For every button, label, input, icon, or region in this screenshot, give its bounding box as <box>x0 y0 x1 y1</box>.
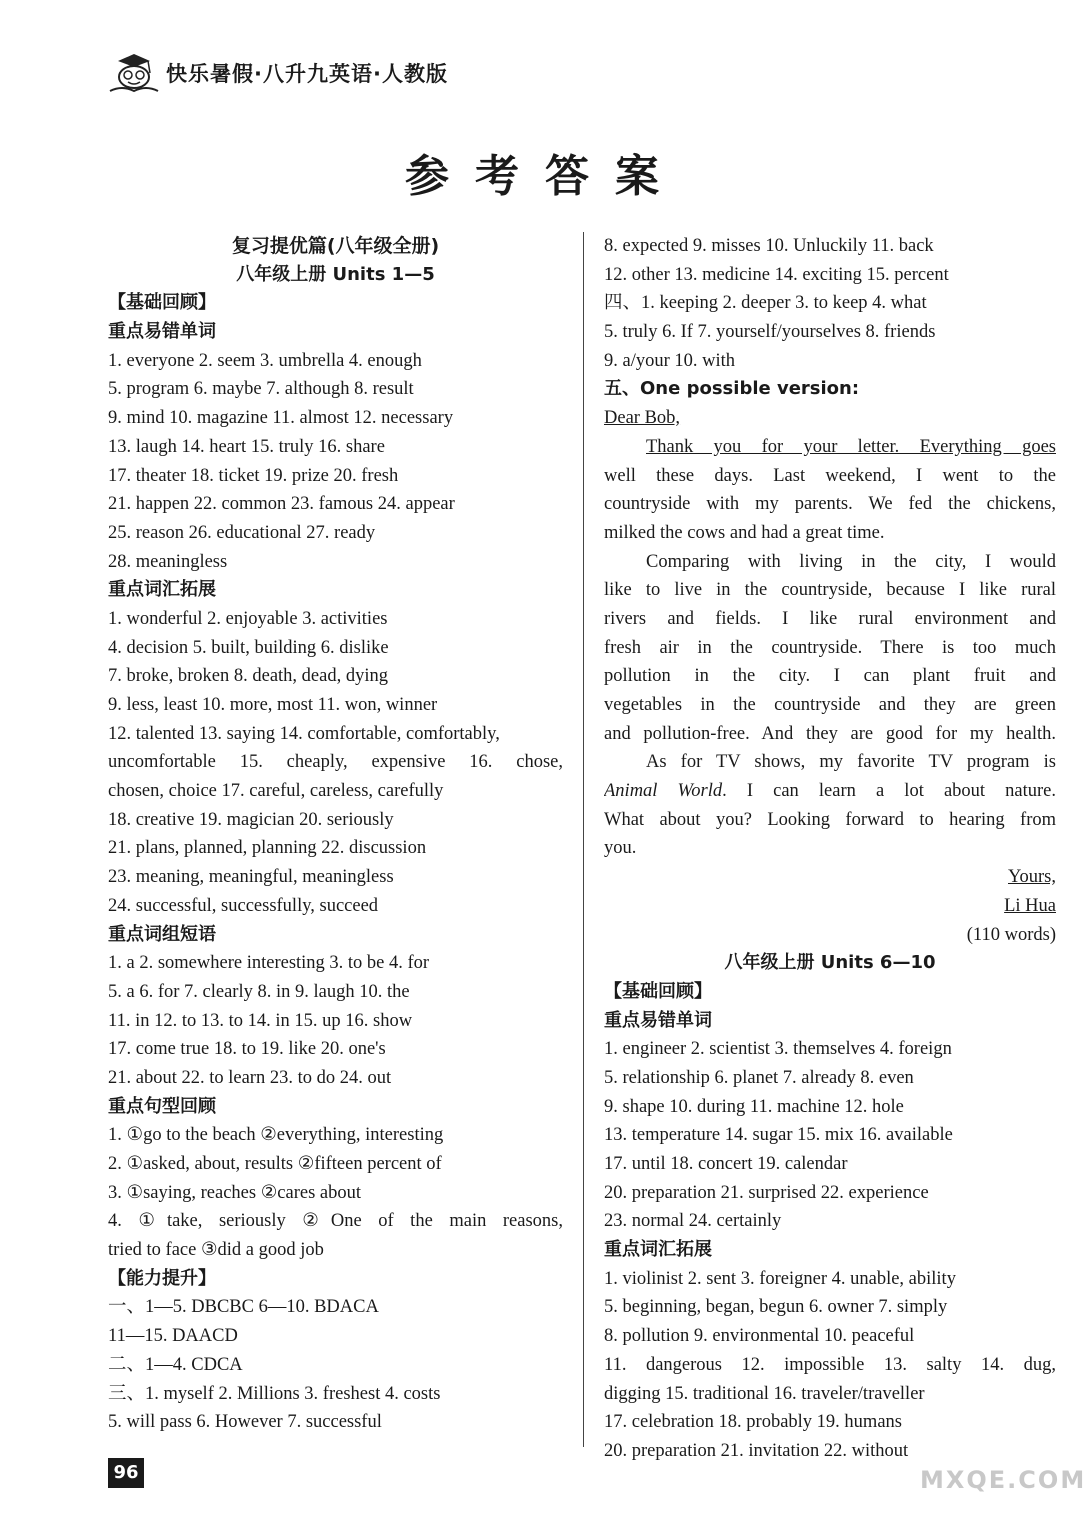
left-column-line: chosen, choice 17. careful, careless, carefully <box>108 781 444 802</box>
left-column-line: 1. wonderful 2. enjoyable 3. activities <box>108 608 388 629</box>
right-column-line: pollution in the city. I can plant fruit and <box>604 666 1056 687</box>
left-column-line: 23. meaning, meaningful, meaningless <box>108 867 394 888</box>
right-column-line: What about you? Looking forward to hearing from <box>604 809 1056 830</box>
right-column-line: vegetables in the countryside and they are green <box>604 695 1056 715</box>
left-column-line: 17. theater 18. ticket 19. prize 20. fresh <box>108 465 399 486</box>
left-column-line: uncomfortable 15. cheaply, expensive 16. chose, <box>108 752 563 773</box>
left-column-line: 11. in 12. to 13. to 14. in 15. up 16. show <box>108 1010 413 1031</box>
left-column-line: 21. plans, planned, planning 22. discussion <box>108 838 427 859</box>
right-column-line: Li Hua <box>1004 895 1056 916</box>
right-column-line: 17. until 18. concert 19. calendar <box>604 1154 848 1174</box>
left-column-line: 3. ①saying, reaches ②cares about <box>108 1182 362 1203</box>
right-column-line: Comparing with living in the city, I would <box>646 551 1056 572</box>
left-column-line: 21. about 22. to learn 23. to do 24. out <box>108 1067 392 1088</box>
right-column-line: digging 15. traditional 16. traveler/traveller <box>604 1383 925 1404</box>
right-column-line: 重点易错单词 <box>604 1009 712 1031</box>
right-column-line: 重点词汇拓展 <box>604 1239 712 1261</box>
left-column-line: 八年级上册 Units 1—5 <box>236 263 435 285</box>
book-title: 快乐暑假·八升九英语·人教版 <box>166 62 448 86</box>
left-column-line: 1. everyone 2. seem 3. umbrella 4. enough <box>108 350 422 371</box>
right-column-line: Yours, <box>1008 867 1056 888</box>
left-column-line: 2. ①asked, about, results ②fifteen percent of <box>108 1154 442 1174</box>
right-column-line: 5. truly 6. If 7. yourself/yourselves 8. friends <box>604 322 936 343</box>
right-column-line: 5. relationship 6. planet 7. already 8. even <box>604 1067 914 1088</box>
left-column-line: 9. less, least 10. more, most 11. won, winner <box>108 695 438 715</box>
left-column-line: 13. laugh 14. heart 15. truly 16. share <box>108 436 385 457</box>
left-column-line: 1. a 2. somewhere interesting 3. to be 4. for <box>108 953 430 974</box>
right-column-line: well these days. Last weekend, I went to the <box>604 465 1056 486</box>
right-column-line: fresh air in the countryside. There is too much <box>604 637 1056 658</box>
right-column-line: 8. expected 9. misses 10. Unluckily 11. back <box>604 236 934 256</box>
left-column-line: 12. talented 13. saying 14. comfortable, comfortably, <box>108 723 500 744</box>
right-column-line: 9. a/your 10. with <box>604 350 736 371</box>
right-column-line: 8. pollution 9. environmental 10. peaceful <box>604 1326 915 1347</box>
left-column-line: tried to face ③did a good job <box>108 1240 324 1261</box>
right-column-line: 20. preparation 21. surprised 22. experience <box>604 1182 929 1203</box>
left-column-line: 复习提优篇(八年级全册) <box>231 235 440 257</box>
right-column-line: 13. temperature 14. sugar 15. mix 16. available <box>604 1125 953 1146</box>
left-column-line: 18. creative 19. magician 20. seriously <box>108 809 394 830</box>
left-column <box>108 232 563 1437</box>
column-divider <box>583 232 584 1447</box>
student-mascot-icon <box>104 51 160 95</box>
left-column-line: 一、1—5. DBCBC 6—10. BDACA <box>108 1297 379 1318</box>
right-column-line: (110 words) <box>966 924 1056 945</box>
left-column-line: 9. mind 10. magazine 11. almost 12. necessary <box>108 408 454 429</box>
left-column-line: 【能力提升】 <box>108 1267 216 1289</box>
left-column-line: 7. broke, broken 8. death, dead, dying <box>108 666 388 687</box>
right-column-line: Animal World. I can learn a lot about nature. <box>604 781 1056 802</box>
right-column-line: 20. preparation 21. invitation 22. without <box>604 1440 909 1461</box>
left-column-line: 重点易错单词 <box>108 321 216 343</box>
left-column-line: 21. happen 22. common 23. famous 24. appear <box>108 494 455 515</box>
right-column-line: 9. shape 10. during 11. machine 12. hole <box>604 1096 904 1117</box>
watermark-text: MXQE.COM <box>920 1466 1087 1494</box>
right-column-line: Dear Bob, <box>604 408 681 429</box>
left-column-line: 17. come true 18. to 19. like 20. one's <box>108 1039 386 1060</box>
right-column-line: 1. violinist 2. sent 3. foreigner 4. unable, ability <box>604 1268 956 1289</box>
right-column-line: 四、1. keeping 2. deeper 3. to keep 4. what <box>604 293 927 314</box>
right-column-line: 11. dangerous 12. impossible 13. salty 14. dug, <box>604 1354 1056 1375</box>
left-column-line: 4. ①take, seriously ②One of the main reasons, <box>108 1211 563 1232</box>
left-column-line: 三、1. myself 2. Millions 3. freshest 4. costs <box>108 1383 441 1404</box>
left-column-line: 28. meaningless <box>108 551 228 572</box>
right-column-line: As for TV shows, my favorite TV program is <box>646 752 1056 773</box>
right-column-line: 1. engineer 2. scientist 3. themselves 4. foreign <box>604 1039 952 1060</box>
right-column-line: 五、One possible version: <box>604 378 860 400</box>
right-column-line: and pollution-free. And they are good for my health. <box>604 723 1056 744</box>
left-column-line: 24. successful, successfully, succeed <box>108 895 379 916</box>
right-column <box>604 232 1056 1466</box>
right-column-line: 23. normal 24. certainly <box>604 1211 782 1232</box>
right-column-line: like to live in the countryside, because I like rural <box>604 580 1056 601</box>
left-column-line: 重点句型回顾 <box>108 1095 216 1117</box>
right-column-line: 17. celebration 18. probably 19. humans <box>604 1412 902 1433</box>
right-column-line: rivers and fields. I like rural environment and <box>604 608 1056 629</box>
left-column-line: 4. decision 5. built, building 6. dislike <box>108 637 389 658</box>
left-column-line: 5. program 6. maybe 7. although 8. result <box>108 379 414 400</box>
left-column-line: 25. reason 26. educational 27. ready <box>108 522 376 543</box>
watermark <box>920 1444 1087 1524</box>
page-number: 96 <box>108 1458 144 1488</box>
left-column-line: 重点词汇拓展 <box>108 579 216 601</box>
left-column-line: 1. ①go to the beach ②everything, interesting <box>108 1125 444 1146</box>
right-column-line: 【基础回顾】 <box>604 980 712 1002</box>
right-column-line: 12. other 13. medicine 14. exciting 15. percent <box>604 264 949 285</box>
right-column-line: 八年级上册 Units 6—10 <box>724 952 936 974</box>
right-column-line: countryside with my parents. We fed the chickens, <box>604 494 1056 515</box>
left-column-line: 二、1—4. CDCA <box>108 1354 243 1375</box>
page-title: 参考答案 <box>405 151 685 202</box>
left-column-line: 11—15. DAACD <box>108 1326 238 1347</box>
left-column-line: 重点词组短语 <box>108 923 216 945</box>
page-header <box>104 50 448 96</box>
left-column-line: 【基础回顾】 <box>108 292 216 314</box>
right-column-line: you. <box>604 838 637 859</box>
right-column-line: Thank you for your letter. Everything goes <box>646 436 1056 457</box>
left-column-line: 5. will pass 6. However 7. successful <box>108 1412 382 1433</box>
right-column-line: milked the cows and had a great time. <box>604 522 885 543</box>
right-column-line: 5. beginning, began, begun 6. owner 7. simply <box>604 1297 948 1318</box>
left-column-line: 5. a 6. for 7. clearly 8. in 9. laugh 10. the <box>108 981 410 1002</box>
